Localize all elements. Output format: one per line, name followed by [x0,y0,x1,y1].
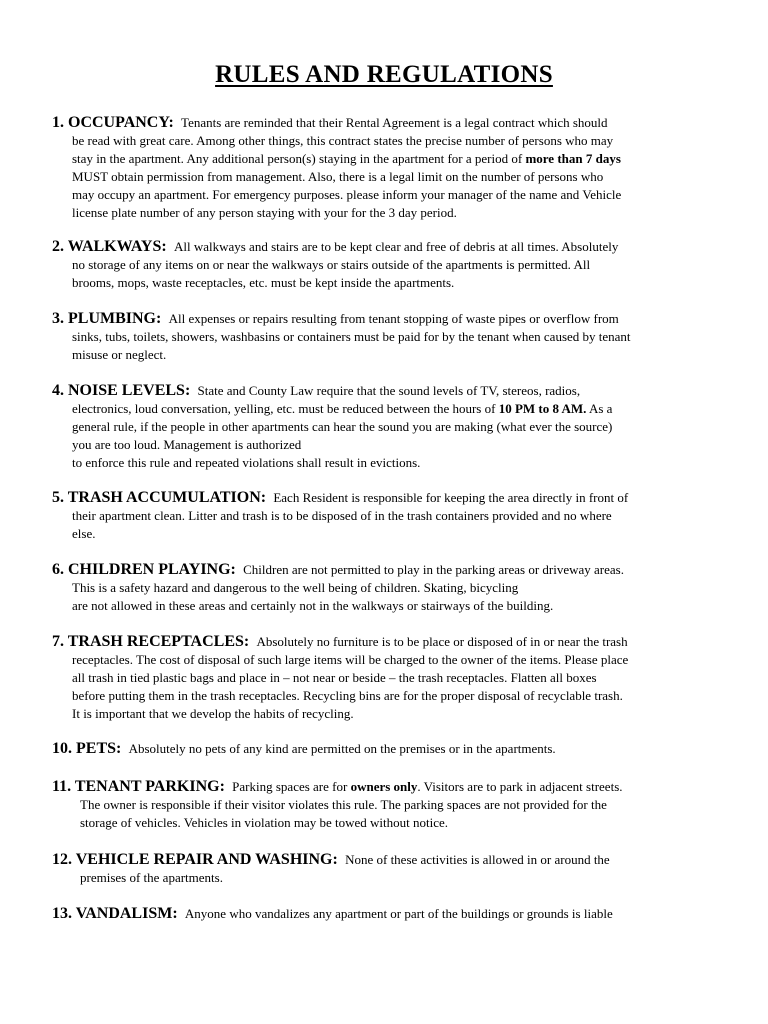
bold-hours: 10 PM to 8 AM. [498,401,587,416]
rule-line: It is important that we develop the habits of recycling. [72,706,354,721]
rule-head [52,238,728,256]
rule-line: storage of vehicles. Vehicles in violation may be towed without notice. [80,815,449,830]
rule-text: Anyone who vandalizes any apartment or part of the buildings or grounds is liable [184,906,613,921]
rule-head [52,561,728,579]
rule-head [52,310,728,328]
rule-heading: 2. WALKWAYS: [52,238,167,255]
rule-head [52,114,728,132]
rule-text: None of these activities is allowed in or around the [345,852,610,867]
rule-head [52,905,728,923]
rule-line: license plate number of any person staying with your for the 3 day period. [72,205,457,220]
rule-text-part: Parking spaces are for [232,779,351,794]
rule-line: you are too loud. Management is authorized [72,437,302,452]
rule-line: receptacles. The cost of disposal of such large items will be charged to the owner of the items. Please place [72,652,629,667]
page-title: RULES AND REGULATIONS [215,61,553,88]
rule-heading: 4. NOISE LEVELS: [52,382,191,399]
rule-vehicle-repair [52,851,728,887]
rule-line-text: electronics, loud conversation, yelling, etc. must be reduced between the hours of [72,401,499,416]
rule-line: to enforce this rule and repeated violations shall result in evictions. [72,455,421,470]
rule-noise-levels [52,382,728,472]
rule-heading: 5. TRASH ACCUMULATION: [52,489,267,506]
rule-heading: 6. CHILDREN PLAYING: [52,561,236,578]
rule-heading: 10. PETS: [52,740,122,757]
rule-heading: 7. TRASH RECEPTACLES: [52,633,250,650]
rule-head [52,382,728,400]
rule-walkways [52,238,728,292]
rule-tenant-parking [52,778,728,832]
rule-line: misuse or neglect. [72,347,167,362]
rule-line: before putting them in the trash receptacles. Recycling bins are for the proper disposal of recyclable trash. [72,688,623,703]
rule-trash-accumulation [52,489,728,543]
rule-line [52,150,728,168]
rule-line-text: stay in the apartment. Any additional person(s) staying in the apartment for a period of [72,151,526,166]
rule-head [52,489,728,507]
rule-heading: 1. OCCUPANCY: [52,114,174,131]
rule-line: sinks, tubs, toilets, showers, washbasins or containers must be paid for by the tenant when caused by tenant [72,329,631,344]
rule-head [52,633,728,651]
rule-plumbing [52,310,728,364]
rule-text: Each Resident is responsible for keeping the area directly in front of [273,490,629,505]
rule-heading: 13. VANDALISM: [52,905,178,922]
rule-heading: 12. VEHICLE REPAIR AND WASHING: [52,851,338,868]
rule-text [232,779,622,794]
rule-heading: 3. PLUMBING: [52,310,162,327]
rule-text: Absolutely no pets of any kind are permitted on the premises or in the apartments. [128,741,556,756]
rule-line: brooms, mops, waste receptacles, etc. must be kept inside the apartments. [72,275,455,290]
rule-line: their apartment clean. Litter and trash is to be disposed of in the trash containers provided and no where [72,508,612,523]
rule-line [52,400,728,418]
rule-pets [52,740,728,758]
rule-line: general rule, if the people in other apartments can hear the sound you are making (what ever the source) [72,419,613,434]
rule-line: be read with great care. Among other things, this contract states the precise number of persons who may [72,133,614,148]
rule-text: State and County Law require that the sound levels of TV, stereos, radios, [197,383,581,398]
rule-line: premises of the apartments. [80,870,223,885]
rule-text-part: . Visitors are to park in adjacent streets. [417,779,623,794]
rule-line: are not allowed in these areas and certainly not in the walkways or stairways of the building. [72,598,554,613]
rule-line-text: As a [586,401,613,416]
rule-heading: 11. TENANT PARKING: [52,778,225,795]
rule-line: MUST obtain permission from management. Also, there is a legal limit on the number of persons who [72,169,604,184]
rule-line: all trash in tied plastic bags and place in – not near or beside – the trash receptacles. Flatten all boxes [72,670,597,685]
rule-text: Tenants are reminded that their Rental Agreement is a legal contract which should [181,115,608,130]
rule-line: else. [72,526,96,541]
rule-children-playing [52,561,728,615]
bold-owners-only: owners only [350,779,418,794]
rule-line: may occupy an apartment. For emergency purposes. please inform your manager of the name and Vehicle [72,187,622,202]
rule-trash-receptacles [52,633,728,723]
rule-occupancy [52,114,728,222]
rule-line: The owner is responsible if their visitor violates this rule. The parking spaces are not provided for the [80,797,607,812]
rule-text: Absolutely no furniture is to be place or disposed of in or near the trash [256,634,628,649]
rule-vandalism [52,905,728,923]
rule-head [52,851,728,869]
rule-text: All walkways and stairs are to be kept clear and free of debris at all times. Absolutely [173,239,619,254]
bold-period: more than 7 days [525,151,621,166]
rule-head [52,740,728,758]
rule-text: Children are not permitted to play in the parking areas or driveway areas. [243,562,624,577]
rule-text: All expenses or repairs resulting from tenant stopping of waste pipes or overflow from [168,311,619,326]
rule-line: This is a safety hazard and dangerous to the well being of children. Skating, bicycling [72,580,519,595]
rule-head [52,778,728,796]
rule-line: no storage of any items on or near the walkways or stairs outside of the apartments is permitted. All [72,257,591,272]
